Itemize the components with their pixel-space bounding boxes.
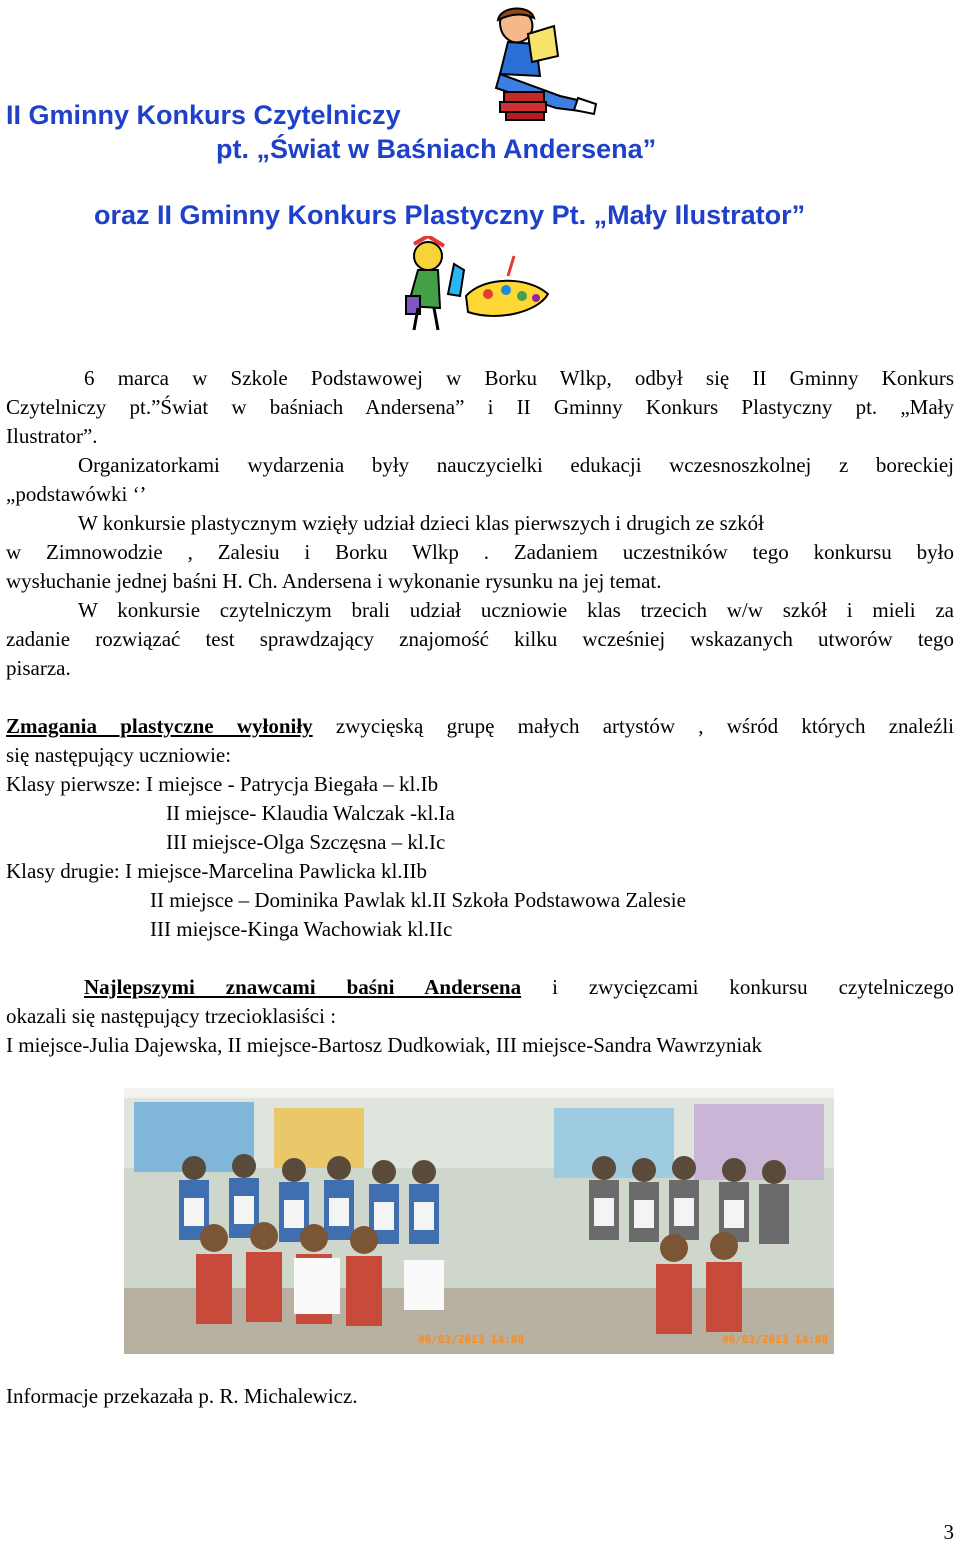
- footer-info: Informacje przekazała p. R. Michalewicz.: [6, 1384, 358, 1408]
- paragraph-4-line-3: pisarza.: [6, 656, 71, 680]
- paragraph-1-line-1: 6 marca w Szkole Podstawowej w Borku Wlkp, odbył się II Gminny Konkurs: [84, 366, 954, 390]
- paragraph-6-line-3: I miejsce-Julia Dajewska, II miejsce-Bartosz Dudkowiak, III miejsce-Sandra Wawrzyniak: [6, 1033, 762, 1057]
- page-number: 3: [943, 1520, 954, 1544]
- paragraph-4-line-1: W konkursie czytelniczym brali udział uczniowie klas trzecich w/w szkół i mieli za: [78, 598, 954, 622]
- paragraph-5-line-2: się następujący uczniowie:: [6, 743, 232, 767]
- winner-line-4: Klasy drugie: I miejsce-Marcelina Pawlicka kl.IIb: [6, 859, 428, 883]
- paragraph-3-line-2: w Zimnowodzie , Zalesiu i Borku Wlkp . Zadaniem uczestników tego konkursu było: [6, 540, 954, 564]
- paragraph-2-line-2: „podstawówki ‘’: [6, 482, 147, 506]
- paragraph-6-line-1: [6, 977, 954, 998]
- paragraph-3-line-1: W konkursie plastycznym wzięły udział dzieci klas pierwszych i drugich ze szkół: [78, 511, 764, 535]
- title-line-2: pt. „Świat w Baśniach Andersena”: [216, 134, 657, 164]
- paragraph-5-bold: Zmagania plastyczne wyłoniły: [6, 714, 313, 738]
- group-photo-scene: [124, 1088, 834, 1354]
- paragraph-1-line-2: Czytelniczy pt.”Świat w baśniach Andersena” i II Gminny Konkurs Plastyczny pt. „Mały: [6, 395, 954, 419]
- group-photo: [124, 1088, 834, 1354]
- title-line-3: oraz II Gminny Konkurs Plastyczny Pt. „Mały Ilustrator”: [94, 200, 806, 230]
- paragraph-5-rest: zwycięską grupę małych artystów , wśród których znaleźli: [335, 714, 955, 738]
- reading-child-illustration: [470, 4, 600, 122]
- paragraph-5-line-1: [6, 716, 954, 737]
- winner-line-3: III miejsce-Olga Szczęsna – kl.Ic: [166, 830, 446, 854]
- photo-date-stamp-left: 06/03/2013 14:00: [418, 1333, 524, 1346]
- paragraph-6-line-2: okazali się następujący trzecioklasiści :: [6, 1004, 337, 1028]
- paragraph-6-bold: Najlepszymi znawcami baśni Andersena: [84, 975, 522, 999]
- paragraph-1-line-3: Ilustrator”.: [6, 424, 98, 448]
- paragraph-3-line-3: wysłuchanie jednej baśni H. Ch. Andersena i wykonanie rysunku na jej temat.: [6, 569, 662, 593]
- winner-line-2: II miejsce- Klaudia Walczak -kl.Ia: [166, 801, 455, 825]
- title-line-1: II Gminny Konkurs Czytelniczy: [6, 100, 401, 130]
- paragraph-6-rest: i zwycięzcami konkursu czytelniczego: [552, 975, 954, 999]
- painter-illustration: [388, 236, 560, 332]
- winner-line-6: III miejsce-Kinga Wachowiak kl.IIc: [150, 917, 453, 941]
- paragraph-2-line-1: Organizatorkami wydarzenia były nauczycielki edukacji wczesnoszkolnej z boreckiej: [78, 453, 954, 477]
- winner-line-1: Klasy pierwsze: I miejsce - Patrycja Biegała – kl.Ib: [6, 772, 439, 796]
- photo-date-stamp-right: 06/03/2013 14:00: [722, 1333, 828, 1346]
- winner-line-5: II miejsce – Dominika Pawlak kl.II Szkoła Podstawowa Zalesie: [150, 888, 686, 912]
- paragraph-4-line-2: zadanie rozwiązać test sprawdzający znajomość kilku wcześniej wskazanych utworów tego: [6, 627, 954, 651]
